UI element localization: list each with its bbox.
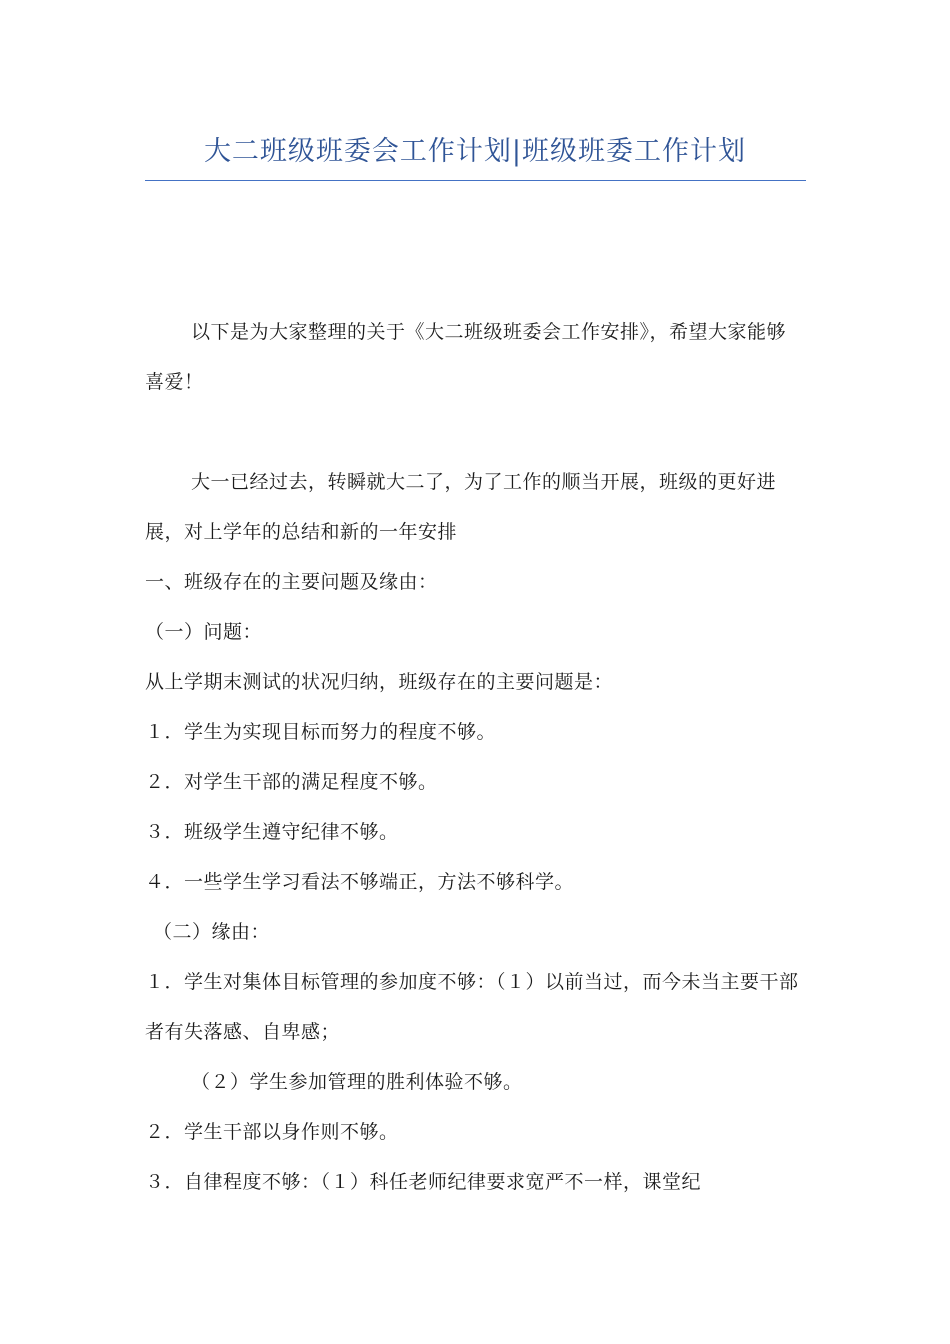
list-item: １．学生为实现目标而努力的程度不够。 [145,721,497,743]
list-sub-item: （２）学生参加管理的胜利体验不够。 [191,1071,523,1093]
list-item: １．学生对集体目标管理的参加度不够：（１）以前当过，而今未当主要干部者有失落感、自卑感； [145,971,799,1043]
section-heading: 一、班级存在的主要问题及缘由： [145,571,438,593]
intro-paragraph: 以下是为大家整理的关于《大二班级班委会工作安排》，希望大家能够喜爱！ [145,321,787,393]
title-underline [145,180,806,181]
list-item: ２．对学生干部的满足程度不够。 [145,771,438,793]
main-body [145,457,805,1207]
subsection-heading: （二）缘由： [153,921,271,943]
body-paragraph: 大一已经过去，转瞬就大二了，为了工作的顺当开展，班级的更好进展，对上学年的总结和新的一年安排 [145,471,777,543]
list-item: ２．学生干部以身作则不够。 [145,1121,399,1143]
document-title: 大二班级班委会工作计划|班级班委工作计划 [203,136,747,167]
list-item: ４．一些学生学习看法不够端正，方法不够科学。 [145,871,575,893]
subsection-heading: （一）问题： [145,621,263,643]
intro-block [145,307,805,407]
body-paragraph: 从上学期末测试的状况归纳，班级存在的主要问题是： [145,671,614,693]
list-item: ３．班级学生遵守纪律不够。 [145,821,399,843]
list-item: ３．自律程度不够：（１）科任老师纪律要求宽严不一样，课堂纪 [145,1171,702,1193]
